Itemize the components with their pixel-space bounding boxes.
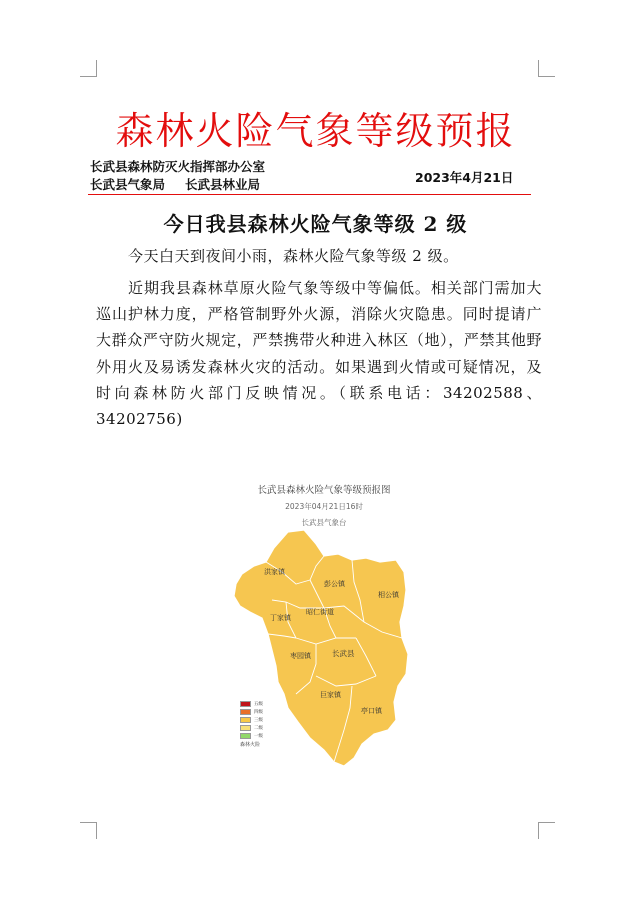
region-label-tingkou: 亭口镇: [361, 707, 382, 715]
legend-swatch: [240, 733, 251, 739]
legend-item: 二级: [240, 724, 280, 731]
legend-item: 五级: [240, 700, 280, 707]
legend-item: 三级: [240, 716, 280, 723]
crop-mark-top-right: [538, 60, 555, 77]
region-label-hongjia: 洪家镇: [264, 568, 285, 576]
issuer-meteorology: 长武县气象局: [90, 177, 166, 192]
paragraph-weather: 今天白天到夜间小雨，森林火险气象等级 2 级。: [128, 247, 459, 265]
region-label-changwu: 长武县: [332, 649, 355, 658]
forecast-map: [226, 478, 422, 772]
map-time: 2023年04月21日16时: [285, 502, 363, 511]
crop-mark-bottom-left: [80, 822, 97, 839]
forecast-headline: 今日我县森林火险气象等级 2 级: [163, 212, 468, 236]
header-divider: [88, 194, 531, 195]
crop-mark-bottom-right: [538, 822, 555, 839]
legend-swatch: [240, 717, 251, 723]
issuer-forestry: 长武县林业局: [185, 177, 261, 192]
region-label-zaoyuan: 枣园镇: [290, 652, 311, 660]
map-title: 长武县森林火险气象等级预报图: [257, 485, 391, 496]
map-source: 长武县气象台: [301, 518, 347, 527]
legend-swatch: [240, 701, 251, 707]
crop-mark-top-left: [80, 60, 97, 77]
region-label-penggong: 彭公镇: [324, 580, 345, 588]
legend-item: 一级: [240, 732, 280, 739]
paragraph-advice: 近期我县森林草原火险气象等级中等偏低。相关部门需加大巡山护林力度，严格管制野外火源，消除火灾隐患。同时提请广大群众严守防火规定，严禁携带火种进入林区（地），严禁其他野外用火及易诱发森林火灾的活动。如果遇到火情或可疑情况，及时向森林防火部门反映情况。（联系电话：34202588、34202756): [96, 279, 542, 429]
region-label-zhaoren: 昭仁街道: [306, 608, 334, 616]
legend-swatch: [240, 725, 251, 731]
issuer-line-1: 长武县森林防灭火指挥部办公室: [90, 159, 266, 174]
issue-date: 2023年4月21日: [415, 170, 514, 185]
document-title: 森林火险气象等级预报: [115, 109, 516, 153]
map-legend: [240, 700, 280, 748]
region-label-dingjia: 丁家镇: [270, 614, 291, 622]
region-label-jujia: 巨家镇: [320, 691, 341, 699]
legend-item: 四级: [240, 708, 280, 715]
region-label-xianggong: 相公镇: [378, 591, 399, 599]
legend-swatch: [240, 709, 251, 715]
legend-caption: 森林火险: [240, 742, 261, 748]
issuer-line-2: [90, 175, 260, 193]
